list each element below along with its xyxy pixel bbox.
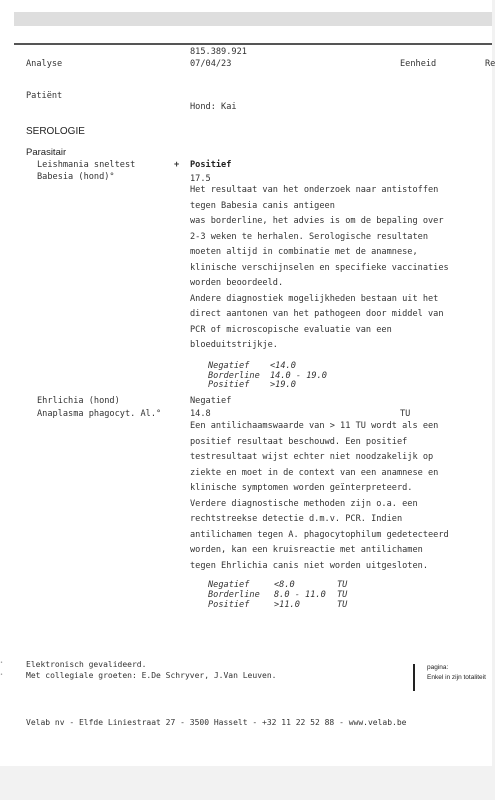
ref-unit: TU: [337, 590, 348, 600]
analyse-header: Analyse: [26, 59, 63, 69]
section-title: SEROLOGIE: [26, 126, 85, 137]
comment-line: moeten altijd in combinatie met de anamnese,: [190, 247, 418, 257]
comment-line: direct aantonen van het pathogeen door middel van: [190, 309, 444, 319]
ref-range: >19.0: [270, 380, 296, 390]
comment-line: 2-3 weken te herhalen. Serologische resultaten: [190, 231, 428, 242]
patient-value: Hond: Kai: [190, 102, 237, 112]
ref-range: 8.0 - 11.0: [274, 590, 326, 600]
comment-line: was borderline, het advies is om de bepaling over: [190, 216, 444, 226]
comment-line: worden beoordeeld.: [190, 278, 284, 288]
ref-label: Positief: [208, 600, 250, 610]
header-divider: [14, 43, 492, 45]
greeting-text: Met collegiale groeten: E.De Schryver, J.Van Leuven.: [26, 671, 277, 680]
comment-line: bloeduitstrijkje.: [190, 340, 278, 350]
section-subtitle: Parasitair: [26, 147, 67, 158]
ref-unit: TU: [337, 600, 348, 610]
comment-line: rechtstreekse detectie d.m.v. PCR. Indien: [190, 514, 403, 524]
comment-line: klinische symptomen worden geïnterpreteerd.: [190, 483, 413, 493]
page-bottom-margin: [0, 766, 492, 800]
footer-divider: [413, 664, 415, 691]
comment-line: Het resultaat van het onderzoek naar antistoffen: [190, 185, 439, 195]
test-name-babesia: Babesia (hond)°: [37, 172, 115, 182]
top-bar: [14, 12, 492, 26]
ref-label: Negatief: [208, 580, 250, 590]
page-value: Enkel in zijn totaliteit: [427, 674, 486, 681]
test-name-ehrlichia: Ehrlichia (hond): [37, 396, 120, 406]
comment-line: klinische verschijnselen en specifieke vaccinaties: [190, 262, 449, 273]
comment-line: Een antilichaamswaarde van > 11 TU wordt als een: [190, 421, 439, 431]
ref-range: <14.0: [270, 361, 296, 371]
ref-label: Borderline: [208, 370, 260, 381]
comment-line: tegen Ehrlichia canis niet worden uitgesloten.: [190, 560, 428, 571]
patient-label: Patiënt: [26, 91, 63, 101]
unit-header: Eenheid: [400, 59, 437, 69]
test-unit-anaplasma: TU: [400, 409, 411, 419]
comment-line: ziekte en moet in de context van een anamnese en: [190, 467, 439, 478]
test-value-babesia: 17.5: [190, 174, 211, 184]
test-result-ehrlichia: Negatief: [190, 396, 232, 406]
edge-mark: •: [0, 672, 4, 678]
ref-label: Positief: [208, 380, 250, 390]
babesia-comment: [190, 183, 449, 354]
comment-line: Andere diagnostiek mogelijkheden bestaan uit het: [190, 293, 439, 304]
test-name-anaplasma: Anaplasma phagocyt. Al.°: [37, 409, 162, 419]
anaplasma-comment: [190, 419, 449, 574]
ref-label: Negatief: [208, 361, 250, 371]
validated-text: Elektronisch gevalideerd.: [26, 660, 147, 669]
ref-range: >11.0: [274, 600, 300, 610]
test-value-anaplasma: 14.8: [190, 409, 211, 419]
abnormal-flag: +: [174, 160, 180, 170]
ref-range: <8.0: [274, 580, 295, 590]
comment-line: antilichamen tegen A. phagocytophilum gedetecteerd: [190, 529, 449, 540]
comment-line: PCR of microscopische evaluatie van een: [190, 324, 392, 335]
comment-line: testresultaat wijst echter niet noodzakelijk op: [190, 452, 434, 462]
page-label: pagina:: [427, 664, 449, 671]
comment-line: Verdere diagnostische methoden zijn o.a. een: [190, 498, 418, 509]
test-name-leishmania: Leishmania sneltest: [37, 160, 136, 170]
ref-unit: TU: [337, 580, 348, 590]
company-address: Velab nv - Elfde Liniestraat 27 - 3500 Hasselt - +32 11 22 52 88 - www.velab.be: [26, 718, 407, 727]
report-date: 07/04/23: [190, 59, 232, 69]
test-result-leishmania: Positief: [190, 160, 232, 170]
ref-label: Borderline: [208, 590, 260, 600]
ref-range: 14.0 - 19.0: [270, 370, 327, 381]
reference-header: Re: [485, 59, 495, 69]
comment-line: tegen Babesia canis antigeen: [190, 200, 335, 211]
comment-line: worden, kan een kruisreactie met antilichamen: [190, 545, 423, 555]
comment-line: positief resultaat beschouwd. Een positief: [190, 436, 408, 447]
edge-mark: •: [0, 660, 4, 666]
sample-number: 815.389.921: [190, 47, 247, 57]
